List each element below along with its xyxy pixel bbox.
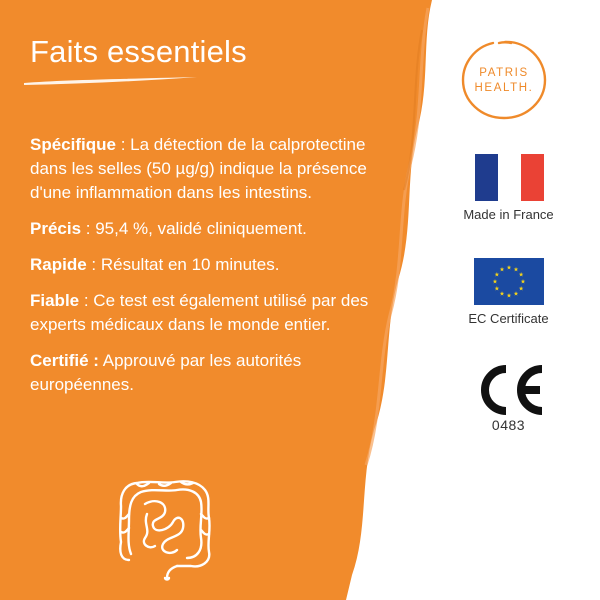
patris-health-logo — [459, 39, 549, 121]
eu-flag-icon — [474, 258, 544, 305]
fact-certifie — [30, 349, 405, 397]
intestine-icon — [115, 474, 215, 582]
made-in-france-label: Made in France — [463, 207, 554, 222]
fact-rapide — [30, 253, 405, 277]
fact-label: Précis — [30, 219, 82, 238]
ce-number: 0483 — [491, 417, 526, 433]
fact-text: Approuvé par les autorités européennes. — [30, 351, 302, 394]
fact-label: Rapide — [30, 255, 87, 274]
fact-text: : Ce test est également utilisé par des experts médicaux dans le monde entier. — [30, 291, 369, 334]
fact-text: : 95,4 %, validé cliniquement. — [81, 219, 307, 238]
page-title: Faits essentiels — [30, 34, 247, 69]
fact-precis — [30, 217, 405, 241]
fact-specifique — [30, 133, 390, 205]
fact-label: Certifié : — [30, 351, 99, 370]
fact-label: Spécifique — [30, 135, 116, 154]
logo-line-1: PATRIS — [479, 67, 529, 79]
fact-fiable — [30, 289, 405, 337]
logo-line-2: HEALTH. — [474, 82, 534, 94]
ce-mark-icon — [472, 365, 546, 415]
facts-list — [30, 133, 405, 409]
ec-certificate-label: EC Certificate — [468, 311, 549, 326]
fact-text: : Résultat en 10 minutes. — [86, 255, 280, 274]
fact-text: : La détection de la calprotectine dans les selles (50 µg/g) indique la présence d'une inflammation dans les intestins. — [30, 135, 367, 202]
france-flag-icon — [475, 154, 544, 201]
fact-label: Fiable — [30, 291, 80, 310]
title-brush-underline — [22, 74, 202, 88]
